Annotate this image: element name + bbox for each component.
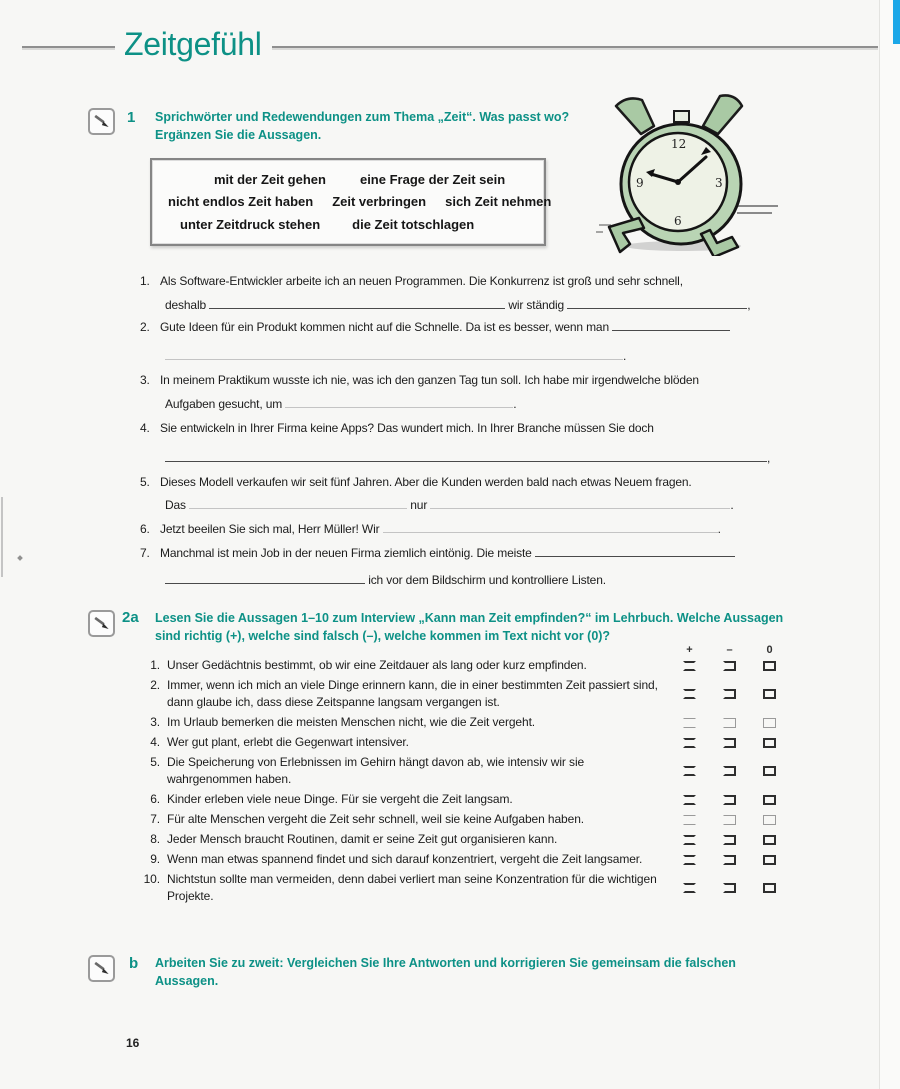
task1-instruction: Sprichwörter und Redewendungen zum Thema „Zeit“. Was passt wo? Ergänzen Sie die Aussagen. (155, 110, 570, 142)
statement-text: Nichtstun sollte man vermeiden, denn dabei verliert man seine Konzentration für die wichtigen Projekte. (167, 872, 657, 903)
checkbox-plus (683, 815, 696, 825)
statement-list (140, 644, 800, 908)
checkbox-plus (683, 738, 696, 748)
statement-text: Wenn man etwas spannend findet und sich darauf konzentriert, vergeht die Zeit langsamer. (167, 852, 643, 866)
pencil-icon (88, 610, 115, 637)
answer-blank (165, 348, 623, 360)
column-label-zero: 0 (766, 644, 773, 656)
task1-number: 1 (127, 109, 136, 126)
checkbox-minus (723, 738, 736, 748)
checkbox-zero (763, 795, 776, 805)
sentence-7-line-1: 7. Manchmal ist mein Job in der neuen Firma ziemlich eintönig. Die meiste (140, 545, 735, 561)
statement-text: Immer, wenn ich mich an viele Dinge erinnern kann, die in einer bestimmten Zeit passiert sind, dann glaube ich, dass diese Zeitspanne langsam vergangen ist. (167, 678, 658, 709)
sentence-number: 5. (140, 475, 150, 489)
checkbox-zero (763, 718, 776, 728)
pencil-icon (88, 108, 115, 135)
statement-text: Kinder erleben viele neue Dinge. Für sie vergeht die Zeit langsam. (167, 792, 513, 806)
sentence-7-line-2: ich vor dem Bildschirm und kontrolliere Listen. (165, 572, 606, 588)
checkbox-zero (763, 766, 776, 776)
statement-row: 10. Nichtstun sollte man vermeiden, denn dabei verliert man seine Konzentration für die wichtigen Projekte. (140, 871, 800, 905)
statement-row: 6. Kinder erleben viele neue Dinge. Für sie vergeht die Zeit langsam. (140, 791, 800, 808)
answer-blank (209, 297, 505, 309)
sentence-6: 6. Jetzt beeilen Sie sich mal, Herr Müller! Wir . (140, 522, 721, 536)
checkbox-plus (683, 883, 696, 893)
statement-row: 4. Wer gut plant, erlebt die Gegenwart intensiver. (140, 734, 800, 751)
checkbox-zero (763, 661, 776, 671)
svg-text:12: 12 (671, 137, 687, 151)
sentence-2-line-2: . (165, 348, 626, 364)
answer-blank (567, 297, 747, 309)
statement-row: 2. Immer, wenn ich mich an viele Dinge erinnern kann, die in einer bestimmten Zeit passiert sind, dann glaube ich, dass diese Zeitspanne langsam vergangen ist. (140, 677, 800, 711)
answer-blank (189, 497, 407, 509)
page-edge (879, 0, 900, 1089)
statement-text: Die Speicherung von Erlebnissen im Gehirn hängt davon ab, wie intensiv wir sie wahrgenommen haben. (167, 755, 585, 786)
page-title: Zeitgefühl (124, 26, 262, 62)
checkbox-zero (763, 855, 776, 865)
answer-blank (165, 450, 767, 462)
checkbox-zero (763, 835, 776, 845)
checkbox-zero (763, 738, 776, 748)
column-label-plus: + (686, 644, 693, 656)
word-box-phrase: die Zeit totschlagen (352, 217, 475, 233)
chapter-edge-tab (893, 0, 900, 44)
pencil-icon (92, 959, 111, 978)
checkbox-plus (683, 795, 696, 805)
checkbox-plus (683, 718, 696, 728)
sentence-3-line-2: Aufgaben gesucht, um . (165, 397, 517, 411)
word-box-phrase: eine Frage der Zeit sein (359, 171, 506, 187)
column-label-minus: – (726, 644, 733, 656)
sentence-number: 7. (140, 546, 150, 560)
sentence-number: 3. (140, 373, 150, 387)
sentence-2-line-1: 2. Gute Ideen für ein Produkt kommen nicht auf die Schnelle. Da ist es besser, wenn man (140, 319, 730, 335)
sentence-number: 6. (140, 522, 150, 536)
word-box-phrase: unter Zeitdruck stehen (180, 217, 321, 233)
sentence-1-line-1: 1. Als Software-Entwickler arbeite ich an neuen Programmen. Die Konkurrenz ist groß und sehr schnell, (140, 274, 683, 288)
sentence-number: 1. (140, 274, 150, 288)
checkbox-zero (763, 815, 776, 825)
checkbox-minus (723, 795, 736, 805)
sentence-3-line-1: 3. In meinem Praktikum wusste ich nie, was ich den ganzen Tag tun soll. Ich habe mir irgendwelche blöden (140, 373, 699, 387)
checkbox-minus (723, 661, 736, 671)
sentence-5-line-1: 5. Dieses Modell verkaufen wir seit fünf Jahren. Aber die Kunden werden bald nach etwas Neuem fragen. (140, 475, 692, 489)
answer-blank (383, 521, 718, 533)
sentence-number: 4. (140, 421, 150, 435)
checkbox-minus (723, 815, 736, 825)
taskb-instruction: Arbeiten Sie zu zweit: Vergleichen Sie Ihre Antworten und korrigieren Sie gemeinsam die falschen Aussagen. (155, 956, 736, 988)
svg-text:3: 3 (715, 176, 723, 190)
statement-text: Im Urlaub bemerken die meisten Menschen nicht, wie die Zeit vergeht. (167, 715, 536, 729)
title-rule-right (272, 46, 878, 48)
sentence-4-line-2: , (165, 450, 770, 466)
checkbox-zero (763, 689, 776, 699)
checkbox-zero (763, 883, 776, 893)
word-box (150, 158, 552, 246)
answer-blank (285, 396, 513, 408)
statement-row: 1. Unser Gedächtnis bestimmt, ob wir eine Zeitdauer als lang oder kurz empfinden. (140, 657, 800, 674)
statement-text: Jeder Mensch braucht Routinen, damit er seine Zeit gut organisieren kann. (167, 832, 558, 846)
statement-row: 8. Jeder Mensch braucht Routinen, damit er seine Zeit gut organisieren kann. (140, 831, 800, 848)
sentence-4-line-1: 4. Sie entwickeln in Ihrer Firma keine Apps? Das wundert mich. In Ihrer Branche müssen Sie doch (140, 421, 654, 435)
scan-artifact (1, 497, 3, 577)
pencil-icon (92, 614, 111, 633)
running-clock-illustration (583, 84, 783, 261)
pencil-icon (92, 112, 111, 131)
taskb-number: b (129, 955, 139, 972)
checkbox-minus (723, 689, 736, 699)
scan-artifact (17, 555, 23, 561)
answer-blank (535, 545, 735, 557)
checkbox-plus (683, 689, 696, 699)
answer-blank (165, 572, 365, 584)
task2a-number: 2a (122, 609, 139, 626)
word-box-phrase: nicht endlos Zeit haben (168, 194, 314, 210)
checkbox-minus (723, 766, 736, 776)
statement-row: 9. Wenn man etwas spannend findet und sich darauf konzentriert, vergeht die Zeit langsamer. (140, 851, 800, 868)
statement-text: Wer gut plant, erlebt die Gegenwart intensiver. (167, 735, 409, 749)
statement-row: 7. Für alte Menschen vergeht die Zeit sehr schnell, weil sie keine Aufgaben haben. (140, 811, 800, 828)
checkbox-plus (683, 835, 696, 845)
answer-blank (430, 497, 730, 509)
statement-row: 5. Die Speicherung von Erlebnissen im Gehirn hängt davon ab, wie intensiv wir sie wahrgenommen haben. (140, 754, 800, 788)
word-box-phrase: mit der Zeit gehen (214, 171, 326, 187)
page-number: 16 (126, 1036, 140, 1050)
checkbox-plus (683, 766, 696, 776)
checkbox-header-row (140, 644, 800, 656)
svg-text:9: 9 (636, 176, 644, 190)
word-box-phrase: Zeit verbringen (332, 194, 427, 210)
svg-text:6: 6 (674, 214, 682, 228)
answer-blank (612, 319, 730, 331)
sentence-number: 2. (140, 320, 150, 334)
statement-row: 3. Im Urlaub bemerken die meisten Menschen nicht, wie die Zeit vergeht. (140, 714, 800, 731)
word-box-phrase: sich Zeit nehmen (445, 194, 552, 210)
checkbox-minus (723, 835, 736, 845)
statement-text: Für alte Menschen vergeht die Zeit sehr schnell, weil sie keine Aufgaben haben. (167, 812, 585, 826)
task2a-instruction: Lesen Sie die Aussagen 1–10 zum Interview „Kann man Zeit empfinden?“ im Lehrbuch. Welche Aussagen sind richtig (+), welche sind falsch (–), welche kommen im Text nicht vor (0)? (155, 611, 784, 643)
checkbox-plus (683, 661, 696, 671)
checkbox-plus (683, 855, 696, 865)
statement-text: Unser Gedächtnis bestimmt, ob wir eine Zeitdauer als lang oder kurz empfinden. (167, 658, 587, 672)
checkbox-minus (723, 718, 736, 728)
sentence-5-line-2: Das nur . (165, 498, 734, 512)
title-rule-left (22, 46, 115, 48)
sentence-1-line-2: deshalb wir ständig , (165, 298, 751, 312)
checkbox-minus (723, 883, 736, 893)
checkbox-minus (723, 855, 736, 865)
pencil-icon (88, 955, 115, 982)
